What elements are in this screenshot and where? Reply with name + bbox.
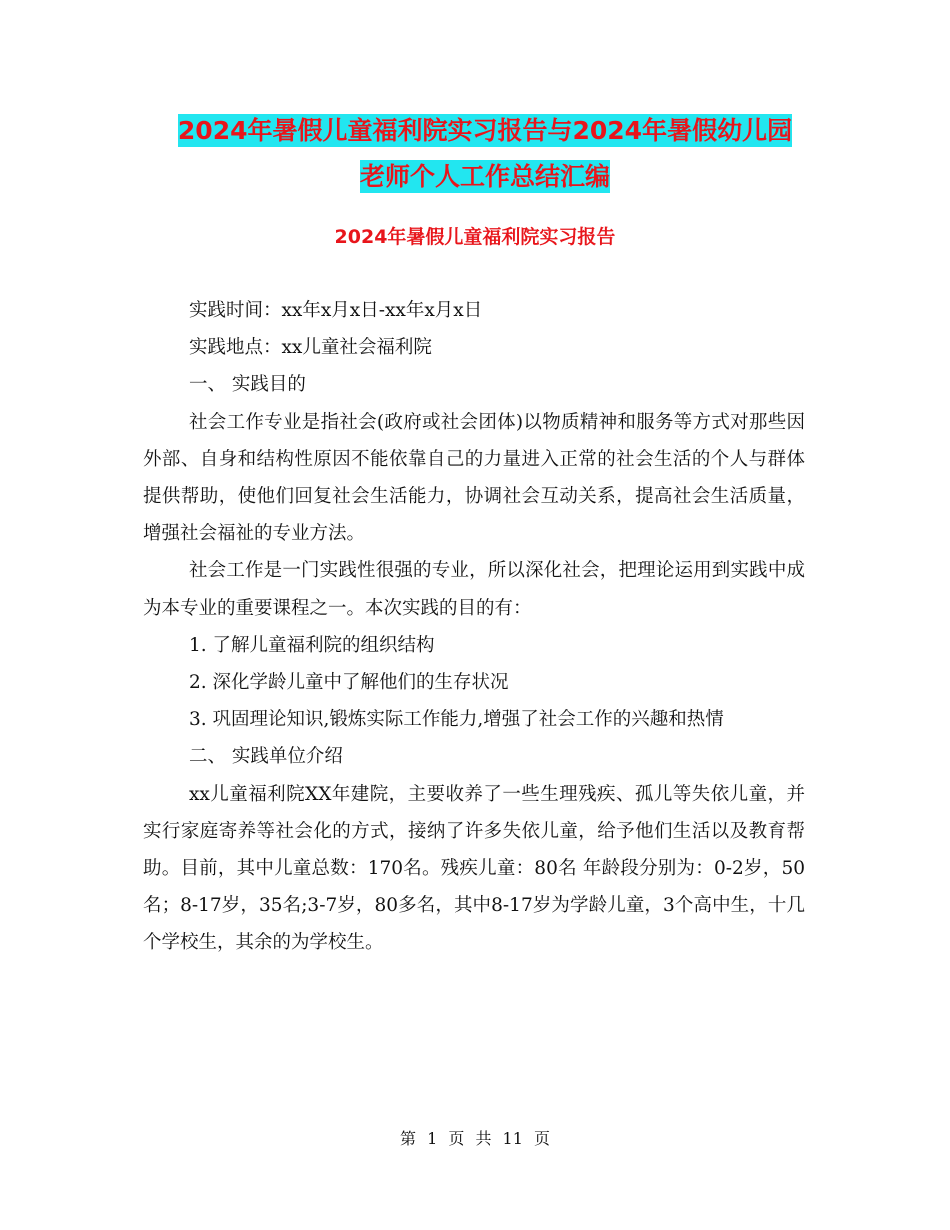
paragraph: 社会工作专业是指社会(政府或社会团体)以物质精神和服务等方式对那些因外部、自身和结构性原因不能依靠自己的力量进入正常的社会生活的个人与群体提供帮助，使他们回复社会生活能力，协调社会互动关系，提高社会生活质量，增强社会福祉的专业方法。 (143, 411, 805, 545)
title-line-1: 2024年暑假儿童福利院实习报告与2024年暑假幼儿园 (177, 116, 793, 145)
page-footer: 第 1 页 共 11 页 (400, 1129, 550, 1148)
paragraph: 社会工作是一门实践性很强的专业，所以深化社会，把理论运用到实践中成为本专业的重要课程之一。本次实践的目的有： (143, 560, 805, 619)
list-item: 2. 深化学龄儿童中了解他们的生存状况 (189, 672, 509, 694)
title-line-2: 老师个人工作总结汇编 (359, 162, 610, 191)
heading-purpose: 一、 实践目的 (189, 374, 306, 396)
list-item: 1. 了解儿童福利院的组织结构 (189, 634, 435, 656)
practice-location: 实践地点：xx儿童社会福利院 (189, 337, 432, 359)
list-item: 3. 巩固理论知识,锻炼实际工作能力,增强了社会工作的兴趣和热情 (189, 709, 724, 731)
heading-unit-intro: 二、 实践单位介绍 (189, 746, 343, 768)
document-title (140, 108, 830, 200)
document-body (143, 292, 805, 962)
practice-time: 实践时间：xx年x月x日-xx年x月x日 (189, 300, 483, 321)
section-title: 2024年暑假儿童福利院实习报告 (334, 226, 616, 248)
paragraph: xx儿童福利院XX年建院，主要收养了一些生理残疾、孤儿等失依儿童，并实行家庭寄养等社会化的方式，接纳了许多失依儿童，给予他们生活以及教育帮助。目前，其中儿童总数：170名。残疾儿童：80名 年龄段分别为：0-2岁，50名；8-17岁，35名;3-7岁，80多名，其中8-17岁为学龄儿童，3个高中生，十几个学校生，其余的为学校生。 (143, 783, 805, 954)
